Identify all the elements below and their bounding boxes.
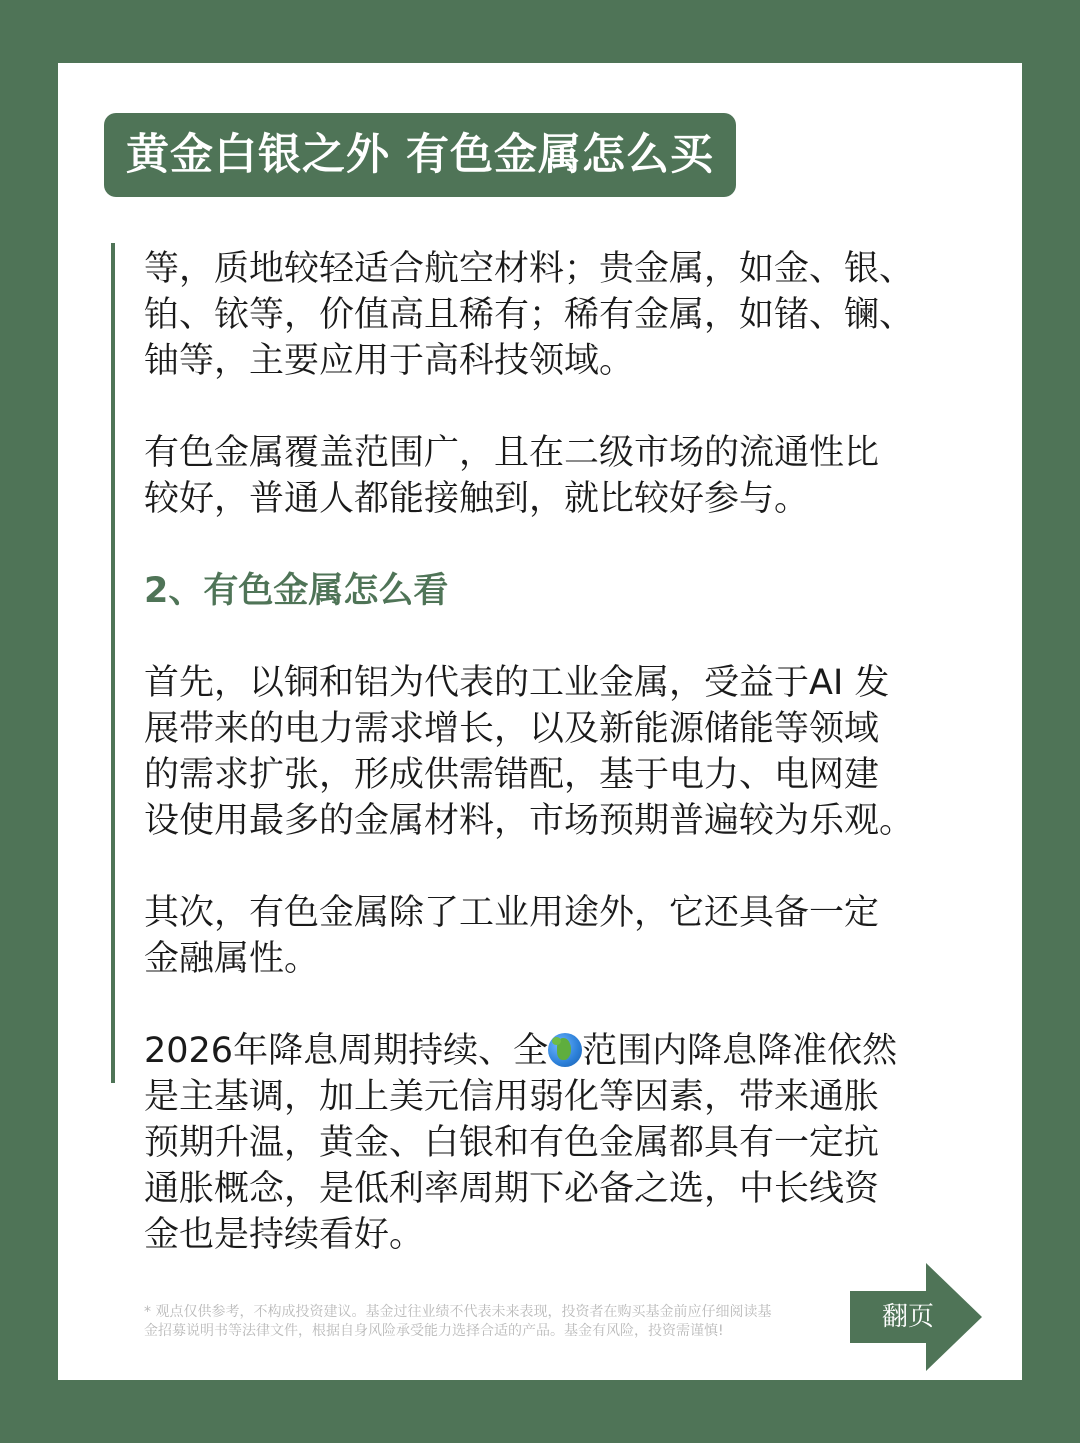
text-line: 设使用最多的金属材料，市场预期普遍较为乐观。 [144, 801, 915, 841]
page-title: 黄金白银之外 有色金属怎么买 [104, 113, 736, 197]
article-body [144, 246, 984, 1258]
text-line: 预期升温，黄金、白银和有色金属都具有一定抗 [144, 1123, 880, 1163]
text-line: 有色金属覆盖范围广，且在二级市场的流通性比 [144, 433, 880, 473]
text-line: 等，质地较轻适合航空材料；贵金属，如金、银、 [144, 249, 915, 289]
disclaimer-line: 金招募说明书等法律文件，根据自身风险承受能力选择合适的产品。基金有风险，投资需谨慎! [144, 1323, 724, 1339]
text-line: 首先，以铜和铝为代表的工业金属，受益于AI 发 [144, 663, 890, 703]
paragraph-industrial-metals [144, 660, 984, 844]
text-line: 金也是持续看好。 [144, 1215, 425, 1255]
text-line [144, 1028, 984, 1074]
text-line: 金融属性。 [144, 939, 320, 979]
left-accent-rule [111, 243, 115, 1083]
paragraph-market-access [144, 430, 984, 522]
section-heading: 2、有色金属怎么看 [144, 571, 449, 611]
text-segment: 范围内降息降准依然 [582, 1031, 898, 1071]
text-line: 其次，有色金属除了工业用途外，它还具备一定 [144, 893, 880, 933]
text-line: 铂、铱等，价值高且稀有；稀有金属，如锗、镧、 [144, 295, 915, 335]
text-line: 较好，普通人都能接触到，就比较好参与。 [144, 479, 810, 519]
text-line: 展带来的电力需求增长，以及新能源储能等领域 [144, 709, 880, 749]
risk-disclaimer [144, 1303, 854, 1341]
paragraph-metal-types [144, 246, 984, 384]
content-card [58, 63, 1022, 1380]
text-line: 通胀概念，是低利率周期下必备之选，中长线资 [144, 1169, 880, 1209]
text-segment: 2026年降息周期持续、全 [144, 1031, 549, 1071]
paragraph-financial-attribute [144, 890, 984, 982]
disclaimer-line: * 观点仅供参考，不构成投资建议。基金过往业绩不代表未来表现，投资者在购买基金前应仔细阅读基 [144, 1304, 772, 1320]
text-line: 是主基调，加上美元信用弱化等因素，带来通胀 [144, 1077, 880, 1117]
text-line: 铀等，主要应用于高科技领域。 [144, 341, 635, 381]
globe-icon [548, 1033, 582, 1067]
text-line: 的需求扩张，形成供需错配，基于电力、电网建 [144, 755, 880, 795]
next-page-button[interactable] [850, 1263, 982, 1371]
next-page-label: 翻页 [881, 1302, 934, 1332]
paragraph-rate-cycle [144, 1028, 984, 1258]
